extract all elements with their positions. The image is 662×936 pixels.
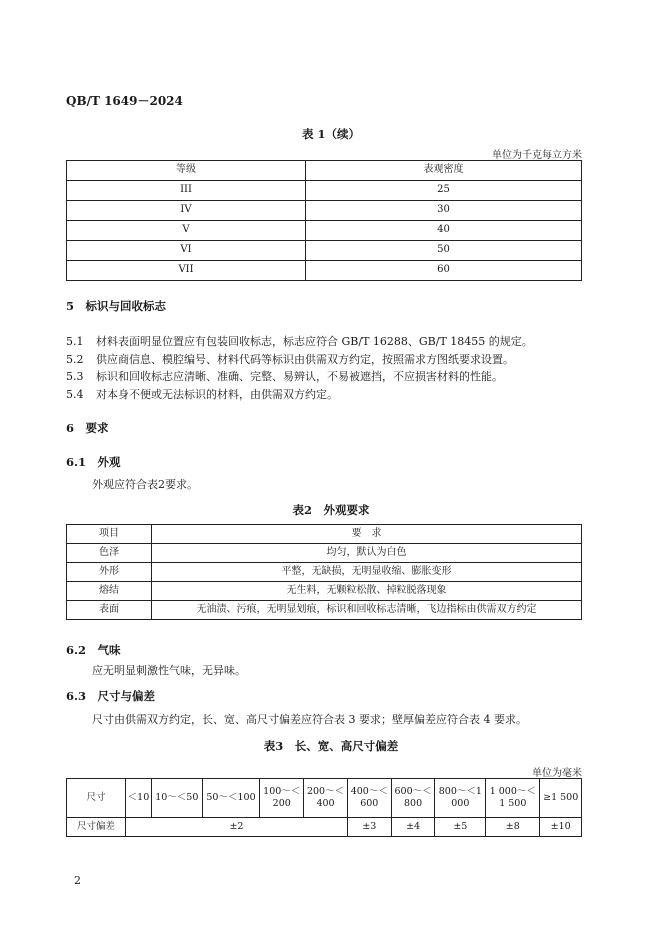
table3 [66,778,582,837]
section6-1-heading: 6.1 外观 [66,455,121,469]
range-line1: 50～＜100 [206,792,256,804]
standard-number: QB/T 1649－2024 [66,94,183,108]
table3-tolerance-row [67,818,582,837]
table3-tolerance-cell: ±5 [435,818,486,837]
table3-tolerance-label: 尺寸偏差 [67,818,126,837]
table-row [67,582,582,601]
range-line2: 000 [451,798,470,809]
table-row [67,221,582,241]
table1-header-density: 表观密度 [306,161,582,181]
range-line1: 10～＜50 [155,792,199,804]
table1-cell-grade: III [67,181,306,201]
table2-header-requirement: 要 求 [152,525,582,544]
table2-cell-requirement: 无油渍、污痕，无明显划痕，标识和回收标志清晰，飞边指标由供需双方约定 [152,601,582,620]
table3-tolerance-cell: ±10 [540,818,582,837]
table1-cell-grade: V [67,221,306,241]
clause-text: 标识和回收标志应清晰、准确、完整、易辨认，不易被遮挡，不应损害材料的性能。 [96,370,503,383]
table2-header-item: 项目 [67,525,152,544]
table1-header-grade: 等级 [67,161,306,181]
table1-cell-density: 25 [306,181,582,201]
range-line1: 1 000～＜ [489,786,536,798]
table3-range-cell [540,779,582,818]
range-line2: 400 [316,798,335,809]
range-line1: 100～＜ [263,786,301,798]
clause-number: 5.1 [66,335,84,348]
range-line1: 200～＜ [306,786,345,798]
table1-cell-grade: VII [67,261,306,281]
section6-2-heading: 6.2 气味 [66,643,121,657]
table-row [67,261,582,281]
table3-tolerance-cell: ±3 [347,818,391,837]
range-line1: 600～＜ [394,786,432,798]
table1-header-row [67,161,582,181]
section6-heading: 6 要求 [66,421,109,435]
table3-range-cell [304,779,348,818]
table3-range-cell [486,779,540,818]
table3-range-cell [151,779,202,818]
table-row [67,201,582,221]
table2-cell-requirement: 均匀，默认为白色 [152,544,582,563]
table1-cell-density: 50 [306,241,582,261]
clause-number: 5.4 [66,388,84,401]
table3-range-cell [347,779,391,818]
table2-caption: 表2 外观要求 [292,503,370,517]
table1-unit: 单位为千克每立方米 [492,150,582,161]
range-line1: ≥1 500 [543,792,579,804]
clause-text: 对本身不便或无法标识的材料，由供需双方约定。 [96,388,338,401]
table3-range-cell [391,779,435,818]
clause-number: 5.2 [66,353,84,366]
table2-header-row [67,525,582,544]
section6-3-heading: 6.3 尺寸与偏差 [66,689,156,703]
section6-3-text: 尺寸由供需双方约定，长、宽、高尺寸偏差应符合表 3 要求；壁厚偏差应符合表 4 要求。 [92,713,527,726]
table3-tolerance-cell: ±4 [391,818,435,837]
clause-5-3 [66,368,503,384]
table-row [67,241,582,261]
table1-cell-grade: VI [67,241,306,261]
table2-cell-requirement: 平整，无缺损，无明显收缩、膨胀变形 [152,563,582,582]
table2-cell-requirement: 无生料，无颗粒松散、掉粒脱落现象 [152,582,582,601]
page-number: 2 [74,874,81,887]
table1-cell-grade: IV [67,201,306,221]
range-line2: 200 [272,798,291,809]
section5-heading: 5 标识与回收标志 [66,299,167,313]
table1-caption: 表 1（续） [301,127,360,141]
table1 [66,160,582,281]
table-row [67,544,582,563]
table1-cell-density: 30 [306,201,582,221]
table3-range-cell [260,779,304,818]
clause-text: 供应商信息、模腔编号、材料代码等标识由供需双方约定，按照需求方图纸要求设置。 [96,353,514,366]
table2-cell-item: 表面 [67,601,152,620]
range-line1: 800～＜1 [438,786,482,798]
table-row [67,563,582,582]
range-line2: 600 [360,798,379,809]
table1-cell-density: 40 [306,221,582,241]
clause-number: 5.3 [66,370,84,383]
table3-tolerance-cell: ±2 [126,818,348,837]
table3-range-cell [435,779,486,818]
table2-cell-item: 色泽 [67,544,152,563]
clause-5-1 [66,333,533,349]
table3-size-row [67,779,582,818]
range-line1: 400～＜ [350,786,388,798]
table3-range-cell [202,779,260,818]
table-row [67,601,582,620]
clause-5-2 [66,351,514,367]
table-row [67,181,582,201]
section6-1-text: 外观应符合表2要求。 [92,478,198,491]
table3-tolerance-cell: ±8 [486,818,540,837]
range-line2: 1 500 [499,798,527,809]
clause-5-4 [66,386,338,402]
table3-size-label: 尺寸 [67,779,126,818]
range-line2: 800 [404,798,423,809]
table2 [66,524,582,620]
table2-cell-item: 外形 [67,563,152,582]
range-line1: ＜10 [127,792,150,804]
table3-range-cell [126,779,152,818]
table1-cell-density: 60 [306,261,582,281]
section6-2-text: 应无明显刺激性气味，无异味。 [92,664,246,677]
table3-unit: 单位为毫米 [532,768,582,779]
table2-cell-item: 熔结 [67,582,152,601]
clause-text: 材料表面明显位置应有包装回收标志，标志应符合 GB/T 16288、GB/T 18455 的规定。 [96,335,533,348]
table3-caption: 表3 长、宽、高尺寸偏差 [263,739,399,753]
